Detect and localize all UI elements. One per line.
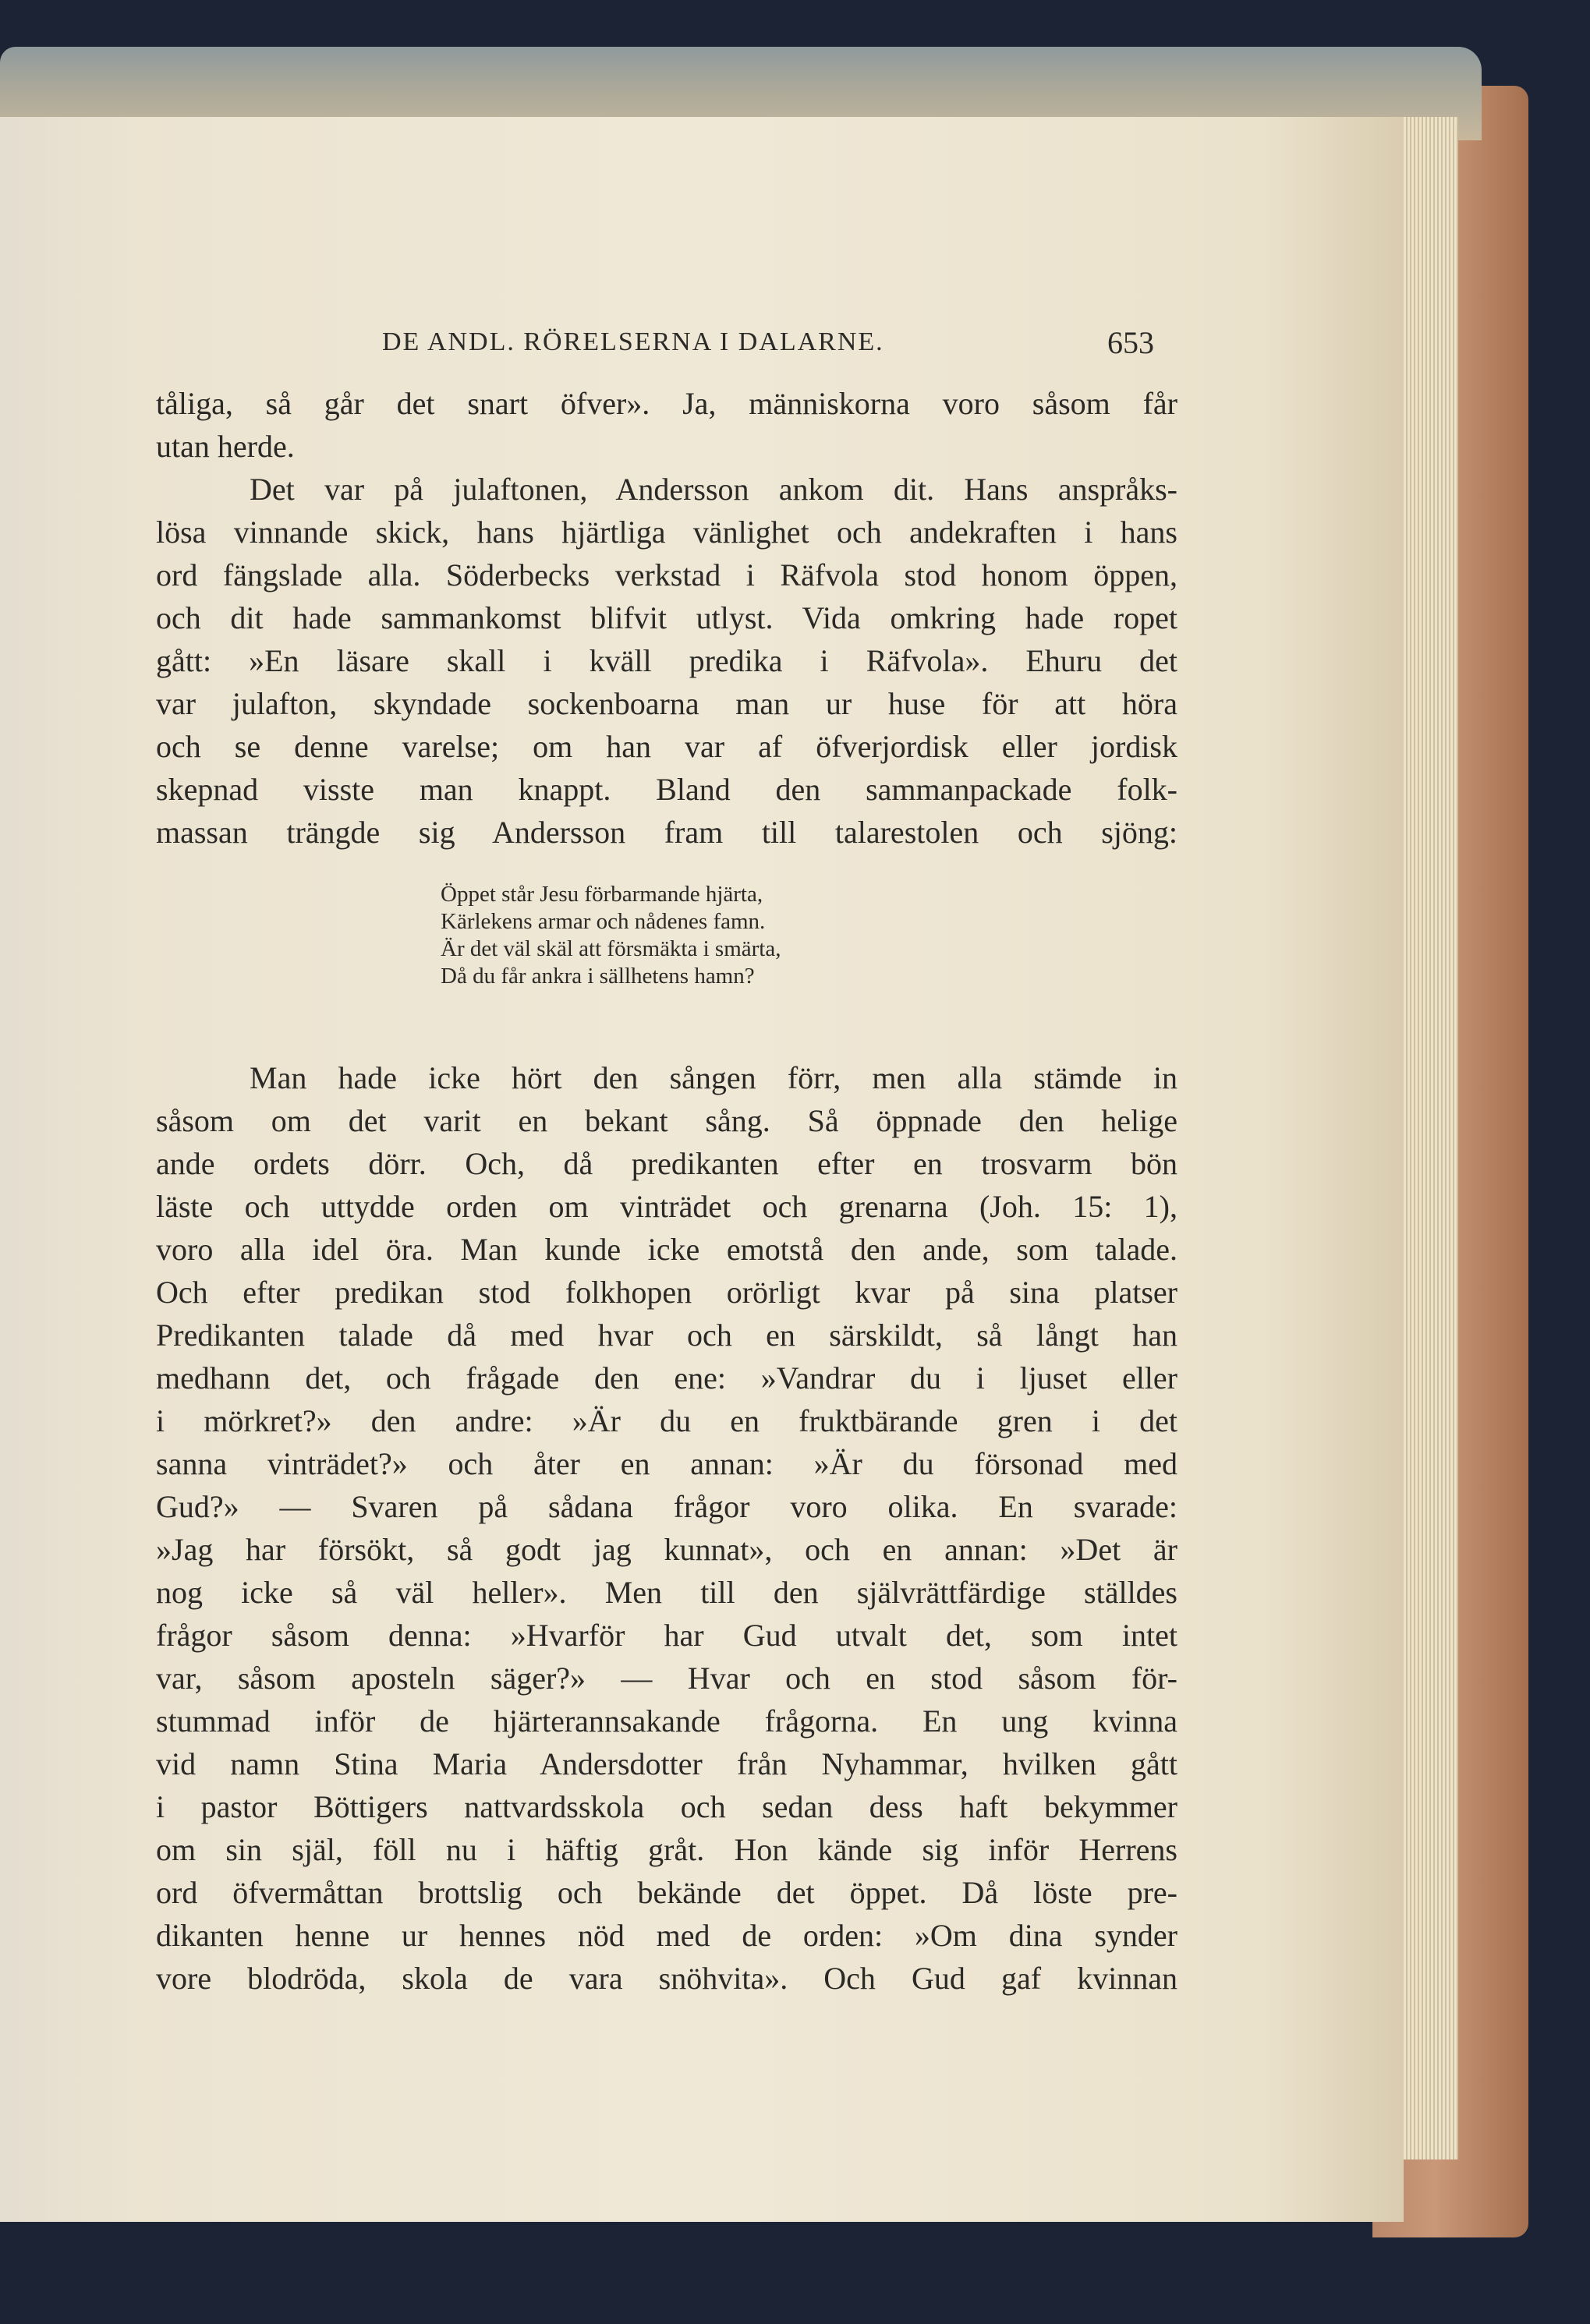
- text-line: nog icke så väl heller». Men till den självrättfärdige ställdes: [156, 1575, 1177, 1610]
- text-line: tåliga, så går det snart öfver». Ja, människorna voro såsom får: [156, 386, 1177, 421]
- text-line: och se denne varelse; om han var af öfverjordisk eller jordisk: [156, 729, 1177, 764]
- text-line: skepnad visste man knappt. Bland den sammanpackade folk-: [156, 772, 1177, 807]
- text-line: såsom om det varit en bekant sång. Så öppnade den helige: [156, 1103, 1177, 1138]
- text-line: lösa vinnande skick, hans hjärtliga vänlighet och andekraften i hans: [156, 515, 1177, 550]
- text-line: voro alla idel öra. Man kunde icke emotstå den ande, som talade.: [156, 1232, 1177, 1267]
- text-line: Predikanten talade då med hvar och en särskildt, så långt han: [156, 1318, 1177, 1353]
- paragraph-block-2: [156, 1056, 1177, 2000]
- text-line: var julafton, skyndade sockenboarna man ur huse för att höra: [156, 686, 1177, 721]
- text-line: ord öfvermåttan brottslig och bekände det öppet. Då löste pre-: [156, 1875, 1177, 1910]
- text-line: »Jag har försökt, så godt jag kunnat», och en annan: »Det är: [156, 1532, 1177, 1567]
- text-line: vore blodröda, skola de vara snöhvita». Och Gud gaf kvinnan: [156, 1961, 1177, 1996]
- text-line: läste och uttydde orden om vinträdet och grenarna (Joh. 15: 1),: [156, 1189, 1177, 1224]
- hymn-verse: [441, 881, 1064, 990]
- paragraph-block-1: [156, 382, 1177, 854]
- text-line: i pastor Böttigers nattvardsskola och sedan dess haft bekymmer: [156, 1789, 1177, 1824]
- text-line: utan herde.: [156, 429, 295, 464]
- text-line: stummad inför de hjärterannsakande frågorna. En ung kvinna: [156, 1703, 1177, 1739]
- text-line: ande ordets dörr. Och, då predikanten efter en trosvarm bön: [156, 1146, 1177, 1181]
- text-line: medhann det, och frågade den ene: »Vandrar du i ljuset eller: [156, 1360, 1177, 1395]
- running-title: DE ANDL. RÖRELSERNA I DALARNE.: [382, 327, 884, 356]
- text-line: ord fängslade alla. Söderbecks verkstad i Räfvola stod honom öppen,: [156, 557, 1177, 592]
- text-line: Och efter predikan stod folkhopen orörligt kvar på sina platser: [156, 1275, 1177, 1310]
- text-line: sanna vinträdet?» och åter en annan: »Är du försonad med: [156, 1446, 1177, 1481]
- text-line: om sin själ, föll nu i häftig gråt. Hon kände sig inför Herrens: [156, 1832, 1177, 1867]
- text-line: frågor såsom denna: »Hvarför har Gud utvalt det, som intet: [156, 1618, 1177, 1653]
- text-line: massan trängde sig Andersson fram till talarestolen och sjöng:: [156, 815, 1177, 850]
- text-line: Man hade icke hört den sången förr, men alla stämde in: [250, 1060, 1177, 1095]
- text-line: Gud?» — Svaren på sådana frågor voro olika. En svarade:: [156, 1489, 1177, 1524]
- text-line: Det var på julaftonen, Andersson ankom dit. Hans anspråks-: [250, 472, 1177, 507]
- verse-line: Är det väl skäl att försmäkta i smärta,: [441, 936, 781, 961]
- text-line: var, såsom aposteln säger?» — Hvar och en stod såsom för-: [156, 1661, 1177, 1696]
- page-number: 653: [1107, 325, 1154, 360]
- verse-line: Då du får ankra i sällhetens hamn?: [441, 964, 755, 989]
- text-line: gått: »En läsare skall i kväll predika i Räfvola». Ehuru det: [156, 643, 1177, 678]
- text-line: dikanten henne ur hennes nöd med de orden: »Om dina synder: [156, 1918, 1177, 1953]
- verse-line: Öppet står Jesu förbarmande hjärta,: [441, 882, 763, 907]
- text-line: och dit hade sammankomst blifvit utlyst. Vida omkring hade ropet: [156, 600, 1177, 635]
- text-line: i mörkret?» den andre: »Är du en fruktbärande gren i det: [156, 1403, 1177, 1438]
- text-line: vid namn Stina Maria Andersdotter från Nyhammar, hvilken gått: [156, 1746, 1177, 1781]
- verse-line: Kärlekens armar och nådenes famn.: [441, 909, 766, 934]
